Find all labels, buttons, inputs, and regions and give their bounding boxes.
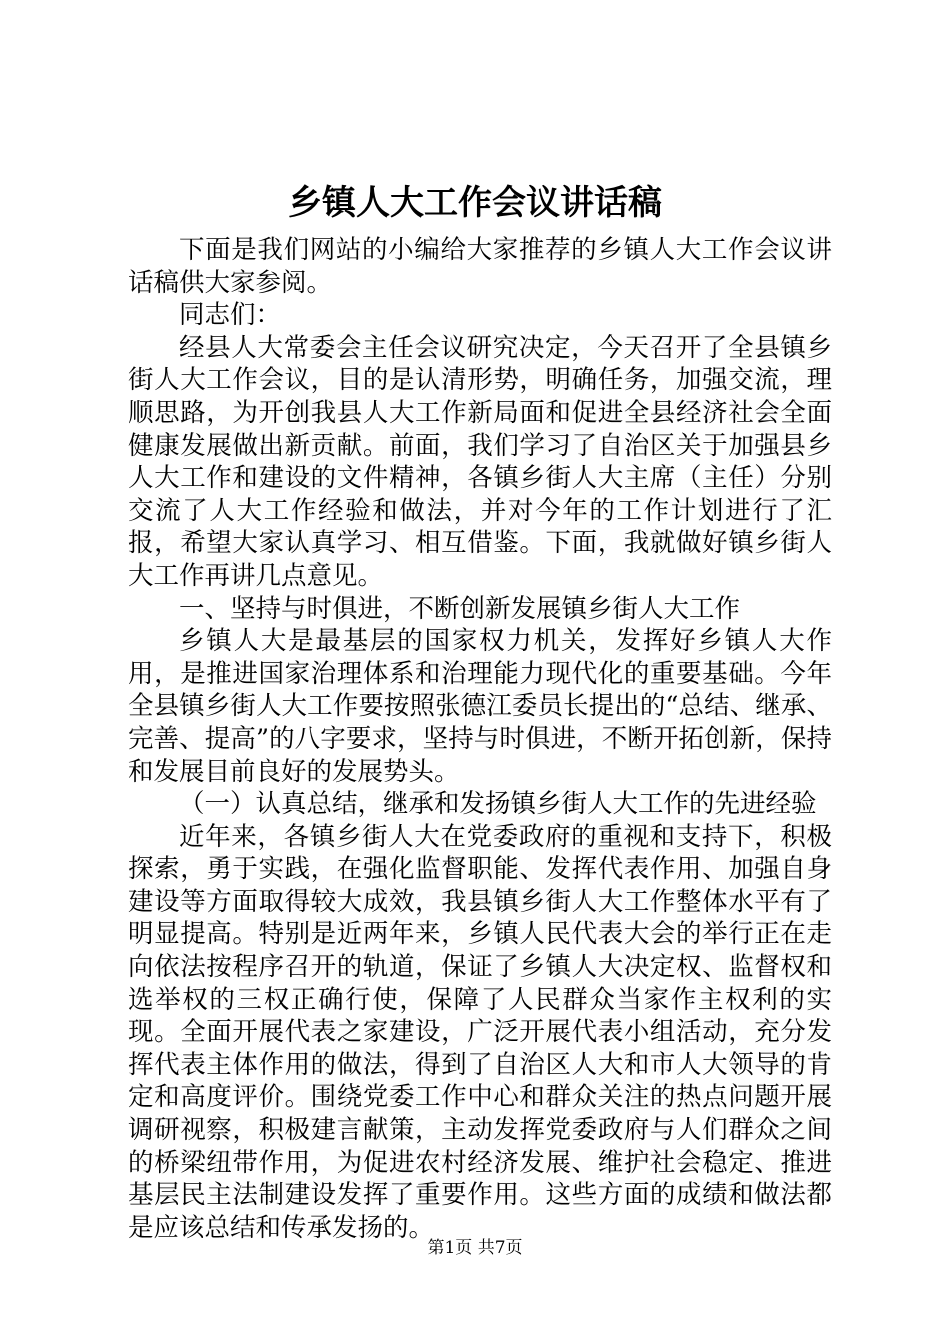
body-paragraph: 乡镇人大是最基层的国家权力机关，发挥好乡镇人大作用，是推进国家治理体系和治理能力现代化的重要基础。今年全县镇乡街人大工作要按照张德江委员长提出的“总结、继承、完善、提高”的八字要求，坚持与时俱进，不断开拓创新，保持和发展目前良好的发展势头。 (128, 626, 832, 787)
section-heading: 一、坚持与时俱进，不断创新发展镇乡街人大工作 (179, 593, 741, 624)
intro-paragraph: 下面是我们网站的小编给大家推荐的乡镇人大工作会议讲话稿供大家参阅。 (128, 235, 832, 298)
salutation: 同志们： (179, 300, 282, 331)
body-paragraph: 经县人大常委会主任会议研究决定，今天召开了全县镇乡街人大工作会议，目的是认清形势，明确任务，加强交流，理顺思路，为开创我县人大工作新局面和促进全县经济社会全面健康发展做出新贡献。前面，我们学习了自治区关于加强县乡人大工作和建设的文件精神，各镇乡街人大主席（主任）分别交流了人大工作经验和做法，并对今年的工作计划进行了汇报，希望大家认真学习、相互借鉴。下面，我就做好镇乡街人大工作再讲几点意见。 (128, 332, 832, 591)
subsection-heading: （一）认真总结，继承和发扬镇乡街人大工作的先进经验 (179, 789, 817, 820)
page-footer: 第1页 共7页 (427, 1238, 523, 1258)
document-body (128, 234, 832, 1244)
body-paragraph: 近年来，各镇乡街人大在党委政府的重视和支持下，积极探索，勇于实践，在强化监督职能、发挥代表作用、加强自身建设等方面取得较大成效，我县镇乡街人大工作整体水平有了明显提高。特别是近两年来，乡镇人民代表大会的举行正在走向依法按程序召开的轨道，保证了乡镇人大决定权、监督权和选举权的三权正确行使，保障了人民群众当家作主权利的实现。全面开展代表之家建设，广泛开展代表小组活动，充分发挥代表主体作用的做法，得到了自治区人大和市人大领导的肯定和高度评价。围绕党委工作中心和群众关注的热点问题开展调研视察，积极建言献策，主动发挥党委政府与人们群众之间的桥梁纽带作用，为促进农村经济发展、维护社会稳定、推进基层民主法制建设发挥了重要作用。这些方面的成绩和做法都是应该总结和传承发扬的。 (128, 821, 832, 1243)
document-title: 乡镇人大工作会议讲话稿 (288, 183, 662, 223)
